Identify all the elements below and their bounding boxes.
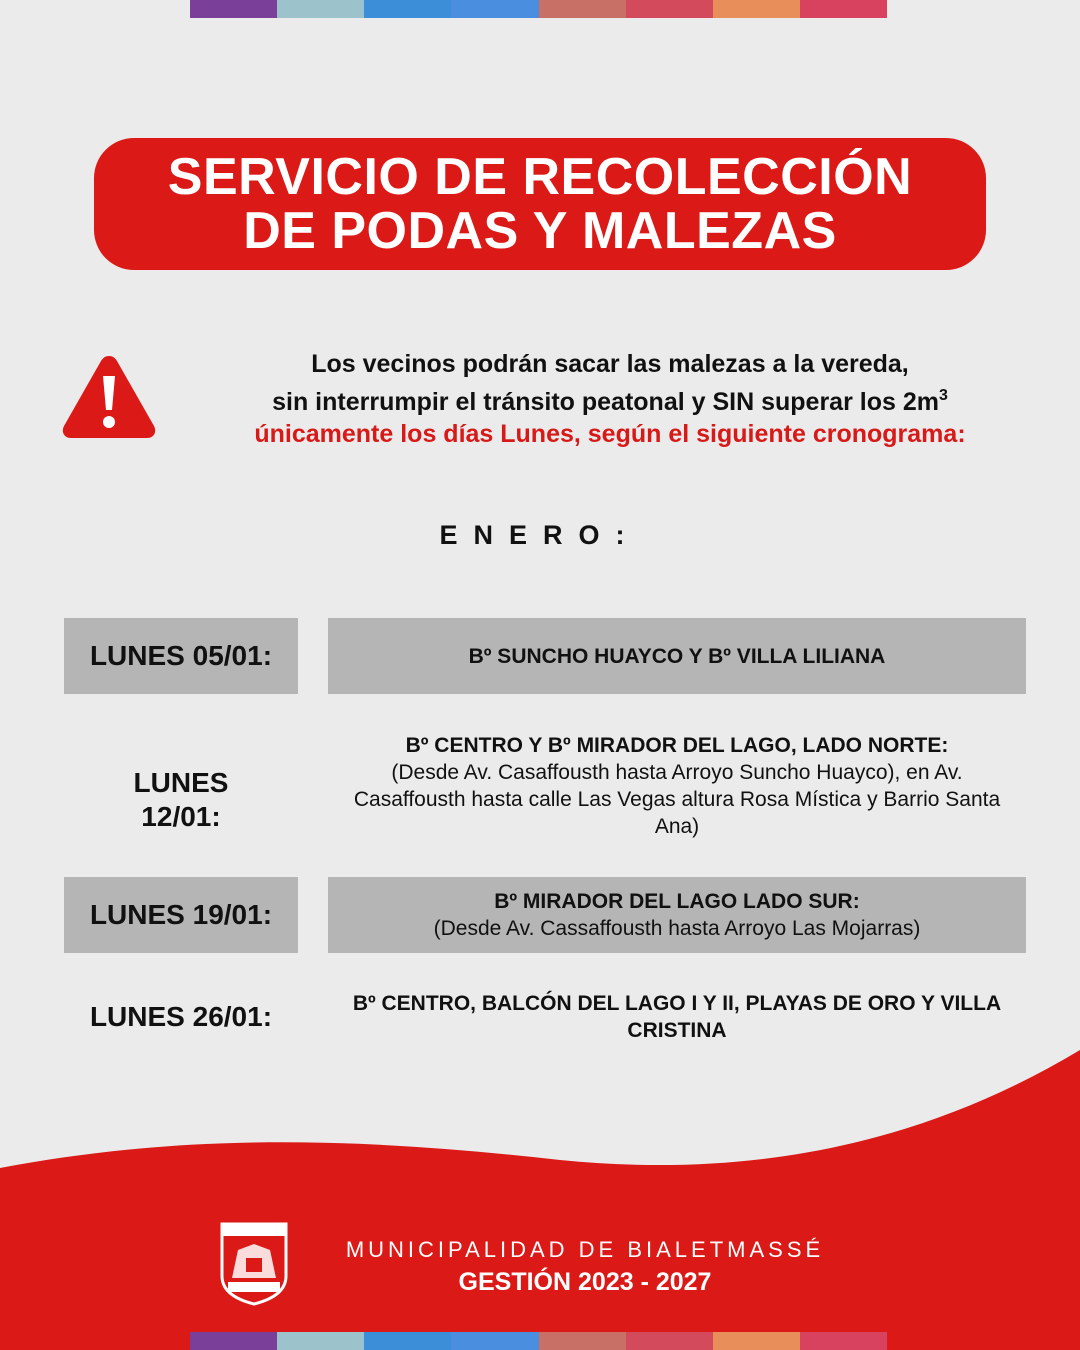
notice-text — [170, 348, 1050, 450]
cubic-superscript: 3 — [938, 387, 948, 404]
footer-wave — [0, 1040, 1080, 1350]
municipality-logo — [218, 1220, 290, 1306]
page-title — [94, 138, 986, 270]
schedule-date-2: LUNES 12/01: — [133, 767, 229, 832]
schedule-desc-1-title: Bº SUNCHO HUAYCO Y Bº VILLA LILIANA — [468, 644, 886, 668]
notice-line-2-text: sin interrumpir el tránsito peatonal y SIN superar los 2m — [272, 388, 939, 416]
notice-line-1: Los vecinos podrán sacar las malezas a la vereda, — [311, 350, 909, 378]
schedule-desc-1 — [328, 618, 1026, 694]
schedule-date-3: LUNES 19/01: — [64, 877, 298, 953]
schedule-desc-3-detail: (Desde Av. Cassaffousth hasta Arroyo Las Mojarras) — [433, 917, 921, 940]
footer-text — [300, 1235, 870, 1299]
schedule-desc-2 — [328, 730, 1026, 842]
month-heading: ENERO: — [439, 520, 641, 550]
schedule-desc-2-detail: (Desde Av. Casaffousth hasta Arroyo Suncho Huayco), en Av. Casaffousth hasta calle Las Vegas altura Rosa Mística y Barrio Santa Ana) — [353, 761, 1001, 838]
notice-line-2 — [170, 380, 1050, 418]
schedule-desc-3-title: Bº MIRADOR DEL LAGO LADO SUR: — [494, 890, 860, 913]
top-color-stripe — [190, 0, 887, 18]
management-term: GESTIÓN 2023 - 2027 — [458, 1268, 712, 1296]
schedule-date-1: LUNES 05/01: — [64, 618, 298, 694]
notice-line-3: únicamente los días Lunes, según el siguiente cronograma: — [254, 420, 966, 448]
schedule-date-4: LUNES 26/01: — [89, 1001, 273, 1032]
schedule-desc-2-title: Bº CENTRO Y Bº MIRADOR DEL LAGO, LADO NORTE: — [405, 734, 949, 757]
bottom-color-stripe — [190, 1332, 887, 1350]
warning-icon — [60, 352, 158, 440]
schedule-desc-3 — [328, 877, 1026, 953]
title-line-2: DE PODAS Y MALEZAS — [243, 202, 837, 260]
title-line-1: SERVICIO DE RECOLECCIÓN — [167, 148, 913, 206]
municipality-name: MUNICIPALIDAD DE BIALETMASSÉ — [345, 1237, 825, 1262]
schedule-desc-4-title: Bº CENTRO, BALCÓN DEL LAGO I Y II, PLAYAS DE ORO Y VILLA CRISTINA — [352, 992, 1002, 1042]
